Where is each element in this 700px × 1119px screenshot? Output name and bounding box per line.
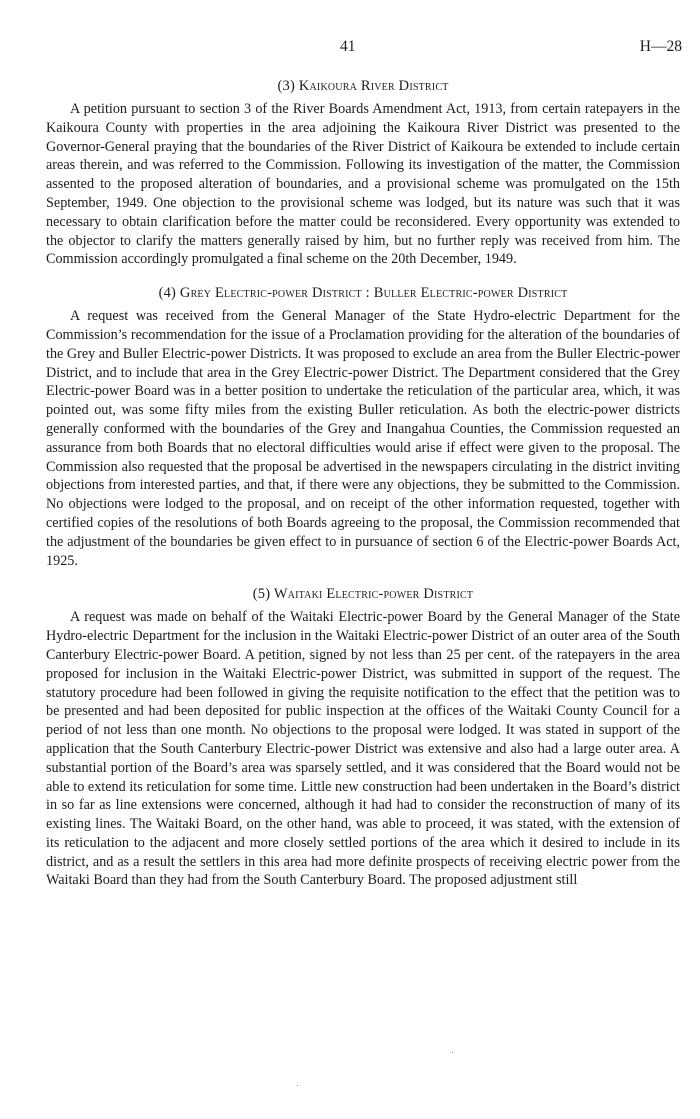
page-body	[46, 76, 680, 890]
document-reference: H—28	[639, 38, 682, 55]
print-speck	[297, 1085, 298, 1086]
section-paragraph: A request was received from the General Manager of the State Hydro-electric Department for the Commission’s recommendation for the issue of a Proclamation providing for the alteration of the boundaries of the Grey and Buller Electric-power Districts. It was proposed to exclude an area from the Buller Electric-power District, and to include that area in the Grey Electric-power District. The Department considered that the Grey Electric-power Board was in a better position to undertake the reticulation of the particular area, which, it was pointed out, was some fifty miles from the existing Buller reticulation. As both the electric-power districts generally conformed with the boundaries of the Grey and Inangahua Counties, the Commission requested an assurance from both Boards that no electoral difficulties would arise if effect were given to the proposal. The Commission also requested that the proposal be advertised in the newspapers circulating in the district inviting objections from interested parties, and that, if there were any objections, they be submitted to the Commission. No objections were lodged to the proposal, and on receipt of the other information requested, together with certified copies of the resolutions of both Boards agreeing to the proposal, the Commission recommended that the adjustment of the boundaries be given effect to in pursuance of section 6 of the Electric-power Boards Act, 1925.	[46, 308, 680, 569]
section-heading: (4) Grey Electric-power District : Buller Electric-power District	[158, 285, 568, 302]
page-number: 41	[340, 38, 356, 55]
section-paragraph: A petition pursuant to section 3 of the River Boards Amendment Act, 1913, from certain ratepayers in the Kaikoura County with properties in the area adjoining the Kaikoura River District was presented to the Governor-General praying that the boundaries of the River District of Kaikoura be extended to include certain areas therein, and was referred to the Commission. Following its investigation of the matter, the Commission assented to the proposed alteration of boundaries, and a provisional scheme was promulgated on the 15th September, 1949. One objection to the provisional scheme was lodged, but its nature was such that it was necessary to obtain clarification before the matter could be reconsidered. Every opportunity was extended to the objector to clarify the matters generally raised by him, but no further reply was received from him. The Commission accordingly promulgated a final scheme on the 20th December, 1949.	[46, 101, 680, 268]
page-header	[0, 38, 700, 58]
section-waitaki-electric-power-district	[46, 584, 680, 890]
section-heading: (5) Waitaki Electric-power District	[252, 586, 474, 603]
section-heading: (3) Kaikoura River District	[277, 78, 449, 94]
section-kaikoura-river-district	[46, 76, 680, 269]
print-speck	[452, 1052, 453, 1053]
section-paragraph: A request was made on behalf of the Waitaki Electric-power Board by the General Manager of the State Hydro-electric Department for the inclusion in the Waitaki Electric-power District of an outer area of the South Canterbury Electric-power Board. A petition, signed by not less than 25 per cent. of the ratepayers in the area proposed for inclusion in the Waitaki Electric-power District, was submitted in support of the request. The statutory procedure had been followed in giving the requisite notification to the effect that the petition was to be presented and had been deposited for public inspection at the offices of the Waitaki County Council for a period of not less than one month. No objections to the proposal were lodged. It was stated in support of the application that the South Canterbury Electric-power District was extensive and also had a large outer area. A substantial portion of the Board’s area was sparsely settled, and it was considered that the Board would not be able to extend its reticulation for some time. Little new construction had been undertaken in the Board’s district in so far as line extensions were concerned, although it had had to consider the reconstruction of many of its existing lines. The Waitaki Board, on the other hand, was able to proceed, it was stated, with the extension of its reticulation to the adjacent and more closely settled portions of the area which it desired to include in its district, and as a result the settlers in this area had more definite prospects of receiving electric power from the Waitaki Board than they had from the South Canterbury Board. The proposed adjustment still	[46, 609, 680, 889]
section-grey-buller-electric-power-district	[46, 283, 680, 570]
